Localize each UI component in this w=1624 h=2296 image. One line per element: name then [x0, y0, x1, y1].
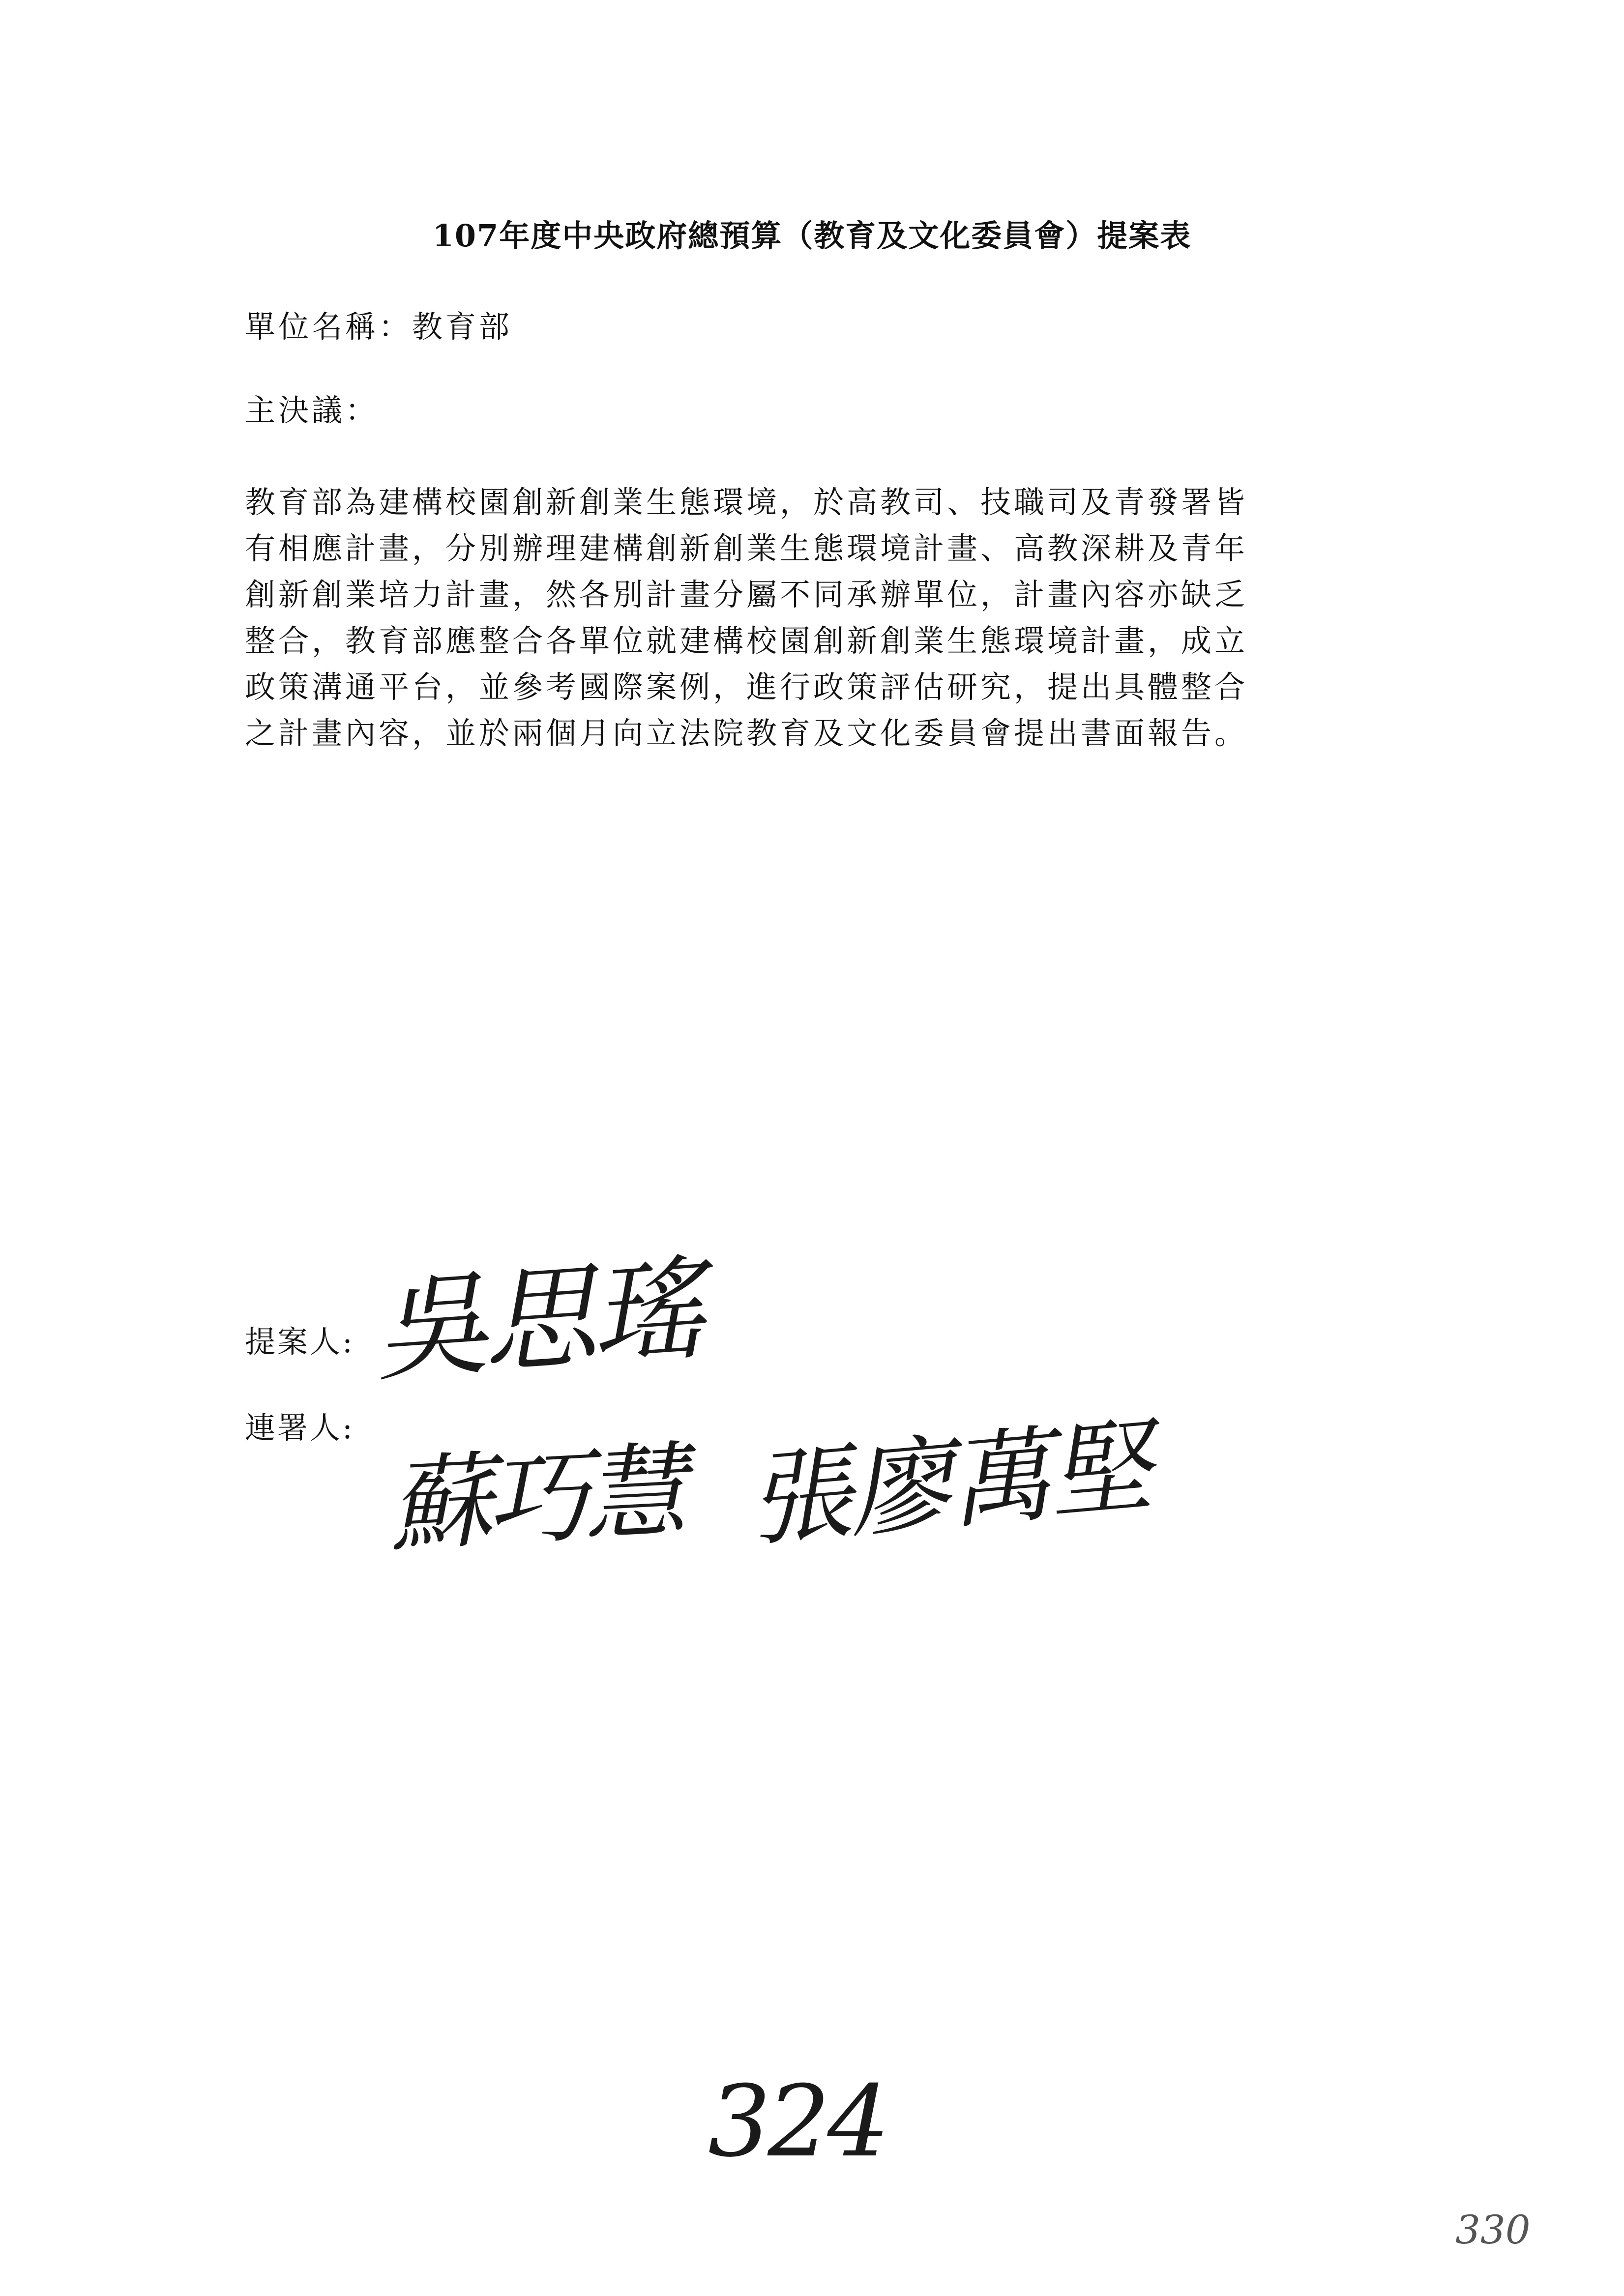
handwritten-page-number: 324 [708, 2064, 887, 2179]
body-line: 教育部為建構校園創新創業生態環境，於高教司、技職司及青發署皆 [245, 484, 1248, 520]
body-line: 整合，教育部應整合各單位就建構校園創新創業生態環境計畫，成立 [245, 623, 1248, 659]
resolution-body [245, 479, 1395, 756]
cosigner-signature: 張廖萬堅 [743, 1406, 1154, 1562]
cosigner-label: 連署人: [245, 1410, 354, 1446]
document-title: 107年度中央政府總預算（教育及文化委員會）提案表 [432, 218, 1192, 254]
corner-page-number: 330 [1455, 2207, 1531, 2253]
proposer-signature: 吳思瑤 [370, 1244, 703, 1397]
resolution-label: 主決議： [245, 392, 379, 428]
proposer-label: 提案人: [245, 1324, 354, 1360]
body-line: 之計畫內容，並於兩個月向立法院教育及文化委員會提出書面報告。 [245, 715, 1248, 751]
body-line: 有相應計畫，分別辦理建構創新創業生態環境計畫、高教深耕及青年 [245, 530, 1248, 566]
unit-name-line: 單位名稱：教育部 [245, 309, 513, 345]
cosigner-signature: 蘇巧慧 [385, 1430, 684, 1567]
body-line: 政策溝通平台，並參考國際案例，進行政策評估研究，提出具體整合 [245, 669, 1248, 705]
body-line: 創新創業培力計畫，然各別計畫分屬不同承辦單位，計畫內容亦缺乏 [245, 577, 1248, 612]
